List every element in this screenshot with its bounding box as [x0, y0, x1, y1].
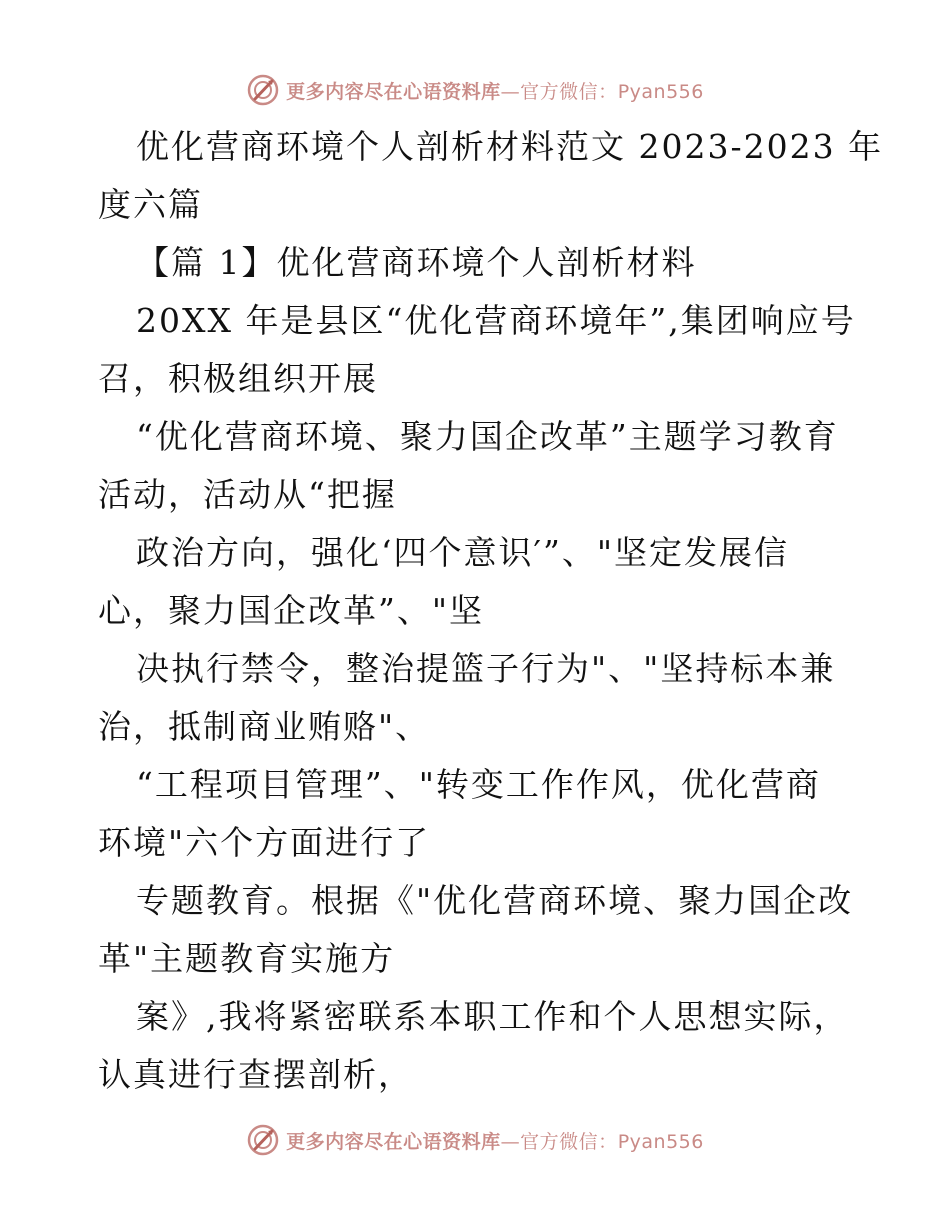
- text-line: 20XX 年是县区“优化营商环境年”,集团响应号: [136, 301, 856, 340]
- watermark-text: [286, 77, 704, 104]
- wechat-id: Pyan556: [617, 80, 704, 103]
- header-watermark-banner: [0, 70, 950, 110]
- text-line: 心，聚力国企改革”、"坚: [98, 591, 485, 630]
- text-line: 召，积极组织开展: [98, 359, 378, 398]
- text-line: 环境"六个方面进行了: [98, 823, 431, 862]
- text-line: “工程项目管理”、"转变工作作风，优化营商: [136, 765, 821, 804]
- brand-text: 更多内容尽在心语资料库: [286, 80, 501, 103]
- text-line: “优化营商环境、聚力国企改革”主题学习教育: [136, 417, 839, 456]
- text-line: 案》,我将紧密联系本职工作和个人思想实际，: [136, 997, 849, 1036]
- text-line: 决执行禁令，整治提篮子行为"、"坚持标本兼: [136, 649, 836, 688]
- text-line: 度六篇: [98, 185, 203, 224]
- wechat-id: Pyan556: [617, 1130, 704, 1153]
- brand-logo-icon: [246, 73, 280, 107]
- watermark-text: [286, 1127, 704, 1154]
- text-line: 革"主题教育实施方: [98, 939, 396, 978]
- text-line: 专题教育。根据《"优化营商环境、聚力国企改: [136, 881, 854, 920]
- wechat-label: 官方微信：: [520, 1130, 618, 1153]
- brand-logo-icon: [246, 1123, 280, 1157]
- separator: —: [500, 80, 521, 103]
- text-line: 认真进行查摆剖析，: [98, 1055, 413, 1094]
- wechat-label: 官方微信：: [520, 80, 618, 103]
- brand-text: 更多内容尽在心语资料库: [286, 1130, 501, 1153]
- document-body: [98, 118, 884, 1104]
- text-line: 治，抵制商业贿赂"、: [98, 707, 431, 746]
- text-line: 优化营商环境个人剖析材料范文 2023-2023 年: [136, 127, 884, 166]
- text-line: 政治方向，强化‘四个意识′”、"坚定发展信: [136, 533, 790, 572]
- separator: —: [500, 1130, 521, 1153]
- text-line: 【篇 1】优化营商环境个人剖析材料: [136, 243, 697, 282]
- footer-watermark-banner: [0, 1120, 950, 1160]
- text-line: 活动，活动从“把握: [98, 475, 397, 514]
